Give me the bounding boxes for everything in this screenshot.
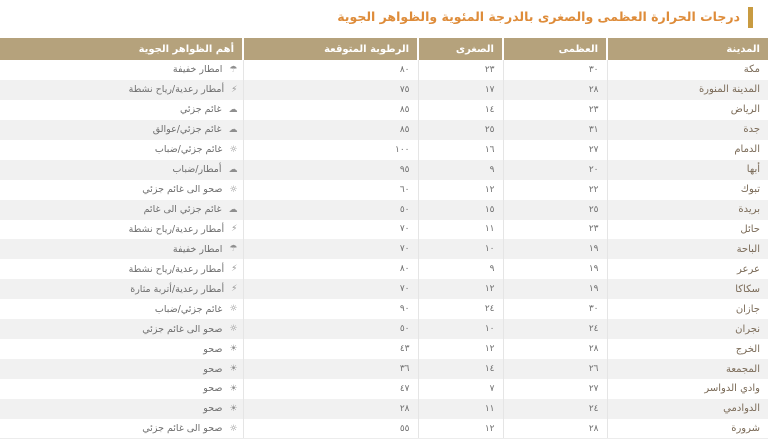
city-cell: حائل <box>740 223 760 235</box>
max-temp-cell: ٣١ <box>503 120 607 140</box>
phenomena-label: غائم جزئي <box>179 104 222 116</box>
sun-icon: ☼ <box>229 423 238 434</box>
phenomena-cell <box>0 100 243 120</box>
phenomena-cell <box>0 160 243 180</box>
min-temp-cell: ١٢ <box>418 339 503 359</box>
humidity-cell: ١٠٠ <box>243 140 418 160</box>
min-temp-cell: ١٠ <box>418 239 503 259</box>
max-temp-cell: ٢٧ <box>503 140 607 160</box>
sun-icon: ☀ <box>229 383 238 394</box>
max-temp-cell: ١٩ <box>503 259 607 279</box>
table-row <box>0 120 768 140</box>
humidity-cell: ٧٥ <box>243 80 418 100</box>
city-cell: وادي الدواسر <box>704 383 760 395</box>
min-temp-cell: ١١ <box>418 399 503 419</box>
phenomena-cell <box>0 60 243 80</box>
max-temp-cell: ٢٣ <box>503 100 607 120</box>
phenomena-label: امطار خفيفة <box>172 64 223 76</box>
phenomena-cell <box>0 220 243 240</box>
humidity-cell: ٣٦ <box>243 359 418 379</box>
table-row <box>0 60 768 80</box>
max-temp-cell: ١٩ <box>503 239 607 259</box>
phenomena-cell <box>0 399 243 419</box>
max-temp-cell: ٣٠ <box>503 60 607 80</box>
min-temp-cell: ٢٤ <box>418 299 503 319</box>
max-temp-cell: ١٩ <box>503 279 607 299</box>
column-header-humidity: الرطوبة المتوقعة <box>243 38 418 60</box>
column-header-max-temp: العظمى <box>503 38 607 60</box>
title-accent-bar <box>748 7 753 28</box>
sun-behind-cloud-icon: ☁ <box>228 104 238 115</box>
table-row <box>0 220 768 240</box>
city-cell: الدوادمي <box>607 399 768 419</box>
sun-icon: ☼ <box>229 324 238 335</box>
phenomena-label: غائم جزئي/ضباب <box>154 303 223 315</box>
table-row <box>0 339 768 359</box>
thunderstorm-icon: ⚡ <box>231 84 238 95</box>
table-row <box>0 259 768 279</box>
phenomena-label: صحو <box>203 383 223 395</box>
table-header <box>0 38 768 60</box>
max-temp-cell: ٢٣ <box>503 220 607 240</box>
table-row <box>0 160 768 180</box>
humidity-cell: ٩٠ <box>243 299 418 319</box>
min-temp-cell: ٢٥ <box>418 120 503 140</box>
sun-icon: ☼ <box>229 304 238 315</box>
humidity-cell: ٥٠ <box>243 319 418 339</box>
phenomena-label: صحو الى غائم جزئي <box>142 184 223 196</box>
phenomena-label: أمطار/ضباب <box>172 164 222 176</box>
min-temp-cell: ١١ <box>418 220 503 240</box>
min-temp-cell: ١٤ <box>418 359 503 379</box>
max-temp-cell: ٢٤ <box>503 319 607 339</box>
max-temp-cell: ٢٦ <box>503 359 607 379</box>
table-row <box>0 299 768 319</box>
table-row <box>0 379 768 399</box>
city-cell: تبوك <box>740 184 760 196</box>
cloud-icon: ☁ <box>228 204 238 215</box>
max-temp-cell: ٢٨ <box>503 339 607 359</box>
city-cell: الباحة <box>607 239 768 259</box>
city-cell: جازان <box>735 303 760 315</box>
humidity-cell: ٥٠ <box>243 200 418 220</box>
humidity-cell: ٨٠ <box>243 259 418 279</box>
phenomena-cell <box>0 140 243 160</box>
min-temp-cell: ١٦ <box>418 140 503 160</box>
city-cell: مكة <box>743 64 760 76</box>
city-cell: الخرج <box>735 343 760 355</box>
table-row <box>0 80 768 100</box>
light-rain-icon: ☂ <box>229 64 238 75</box>
max-temp-cell: ٢٤ <box>503 399 607 419</box>
column-header-city: المدينة <box>607 38 768 60</box>
humidity-cell: ٨٥ <box>243 100 418 120</box>
min-temp-cell: ١٠ <box>418 319 503 339</box>
city-cell: بريدة <box>607 200 768 220</box>
page-title: درجات الحرارة العظمى والصغرى بالدرجة المئوية والظواهر الجوية <box>337 9 740 24</box>
table-row <box>0 399 768 419</box>
haze-icon: ☁ <box>228 124 238 135</box>
humidity-cell: ٩٥ <box>243 160 418 180</box>
phenomena-cell <box>0 339 243 359</box>
sun-icon: ☀ <box>229 344 238 355</box>
thunderstorm-icon: ⚡ <box>231 224 238 235</box>
phenomena-label: غائم جزئي الى غائم <box>143 204 222 216</box>
column-header-min-temp: الصغرى <box>418 38 503 60</box>
phenomena-label: أمطار رعدية/رياح نشطة <box>128 223 225 235</box>
min-temp-cell: ٧ <box>418 379 503 399</box>
phenomena-label: صحو الى غائم جزئي <box>142 323 223 335</box>
city-cell: شرورة <box>607 419 768 439</box>
min-temp-cell: ١٤ <box>418 100 503 120</box>
max-temp-cell: ٢٨ <box>503 419 607 439</box>
phenomena-cell <box>0 120 243 140</box>
city-cell: نجران <box>607 319 768 339</box>
phenomena-label: صحو الى غائم جزئي <box>142 423 223 435</box>
phenomena-label: غائم جزئي/عوالق <box>152 124 222 136</box>
max-temp-cell: ٢٢ <box>503 180 607 200</box>
table-header-row <box>0 38 768 60</box>
sun-icon: ☀ <box>229 364 238 375</box>
city-cell: أبها <box>607 160 768 180</box>
city-cell: جدة <box>607 120 768 140</box>
city-cell: المدينة المنورة <box>607 80 768 100</box>
city-cell: عرعر <box>737 263 760 275</box>
phenomena-label: صحو <box>203 343 223 355</box>
max-temp-cell: ٢٨ <box>503 80 607 100</box>
phenomena-cell <box>0 200 243 220</box>
min-temp-cell: ٢٣ <box>418 60 503 80</box>
table-row <box>0 279 768 299</box>
phenomena-label: صحو <box>203 363 223 375</box>
max-temp-cell: ٢٧ <box>503 379 607 399</box>
min-temp-cell: ١٢ <box>418 419 503 439</box>
humidity-cell: ٢٨ <box>243 399 418 419</box>
phenomena-cell <box>0 319 243 339</box>
sun-icon: ☀ <box>229 403 238 414</box>
city-cell: سكاكا <box>607 279 768 299</box>
humidity-cell: ٧٠ <box>243 220 418 240</box>
humidity-cell: ٧٠ <box>243 239 418 259</box>
phenomena-label: صحو <box>203 403 223 415</box>
max-temp-cell: ٢٠ <box>503 160 607 180</box>
city-cell: الدمام <box>734 144 760 156</box>
city-cell: المجمعة <box>607 359 768 379</box>
humidity-cell: ٨٥ <box>243 120 418 140</box>
table-body <box>0 60 768 439</box>
min-temp-cell: ٩ <box>418 259 503 279</box>
phenomena-cell <box>0 180 243 200</box>
phenomena-cell <box>0 379 243 399</box>
city-cell: الرياض <box>730 104 760 116</box>
thunderstorm-dust-icon: ⚡ <box>231 284 238 295</box>
phenomena-label: امطار خفيفة <box>172 243 223 255</box>
phenomena-cell <box>0 299 243 319</box>
table-row <box>0 180 768 200</box>
humidity-cell: ٤٧ <box>243 379 418 399</box>
min-temp-cell: ١٢ <box>418 180 503 200</box>
table-row <box>0 140 768 160</box>
phenomena-cell <box>0 239 243 259</box>
phenomena-label: أمطار رعدية/رياح نشطة <box>128 263 225 275</box>
table-row <box>0 100 768 120</box>
rain-cloud-icon: ☁ <box>228 164 238 175</box>
phenomena-cell <box>0 259 243 279</box>
min-temp-cell: ١٢ <box>418 279 503 299</box>
humidity-cell: ٥٥ <box>243 419 418 439</box>
light-rain-icon: ☂ <box>229 244 238 255</box>
page-header <box>0 0 768 38</box>
max-temp-cell: ٢٥ <box>503 200 607 220</box>
sun-icon: ☼ <box>229 144 238 155</box>
thunderstorm-icon: ⚡ <box>231 264 238 275</box>
phenomena-cell <box>0 279 243 299</box>
table-row <box>0 200 768 220</box>
phenomena-label: أمطار رعدية/رياح نشطة <box>128 84 225 96</box>
phenomena-label: أمطار رعدية/أتربة مثارة <box>130 283 225 295</box>
weather-table <box>0 38 768 439</box>
humidity-cell: ٨٠ <box>243 60 418 80</box>
humidity-cell: ٧٠ <box>243 279 418 299</box>
humidity-cell: ٤٣ <box>243 339 418 359</box>
column-header-phenomena: أهم الظواهر الجوية <box>0 38 243 60</box>
max-temp-cell: ٣٠ <box>503 299 607 319</box>
table-row <box>0 239 768 259</box>
table-row <box>0 419 768 439</box>
min-temp-cell: ٩ <box>418 160 503 180</box>
phenomena-cell <box>0 80 243 100</box>
table-row <box>0 319 768 339</box>
humidity-cell: ٦٠ <box>243 180 418 200</box>
phenomena-cell <box>0 359 243 379</box>
sun-icon: ☼ <box>229 184 238 195</box>
table-row <box>0 359 768 379</box>
phenomena-cell <box>0 419 243 439</box>
min-temp-cell: ١٥ <box>418 200 503 220</box>
min-temp-cell: ١٧ <box>418 80 503 100</box>
phenomena-label: غائم جزئي/ضباب <box>154 144 223 156</box>
